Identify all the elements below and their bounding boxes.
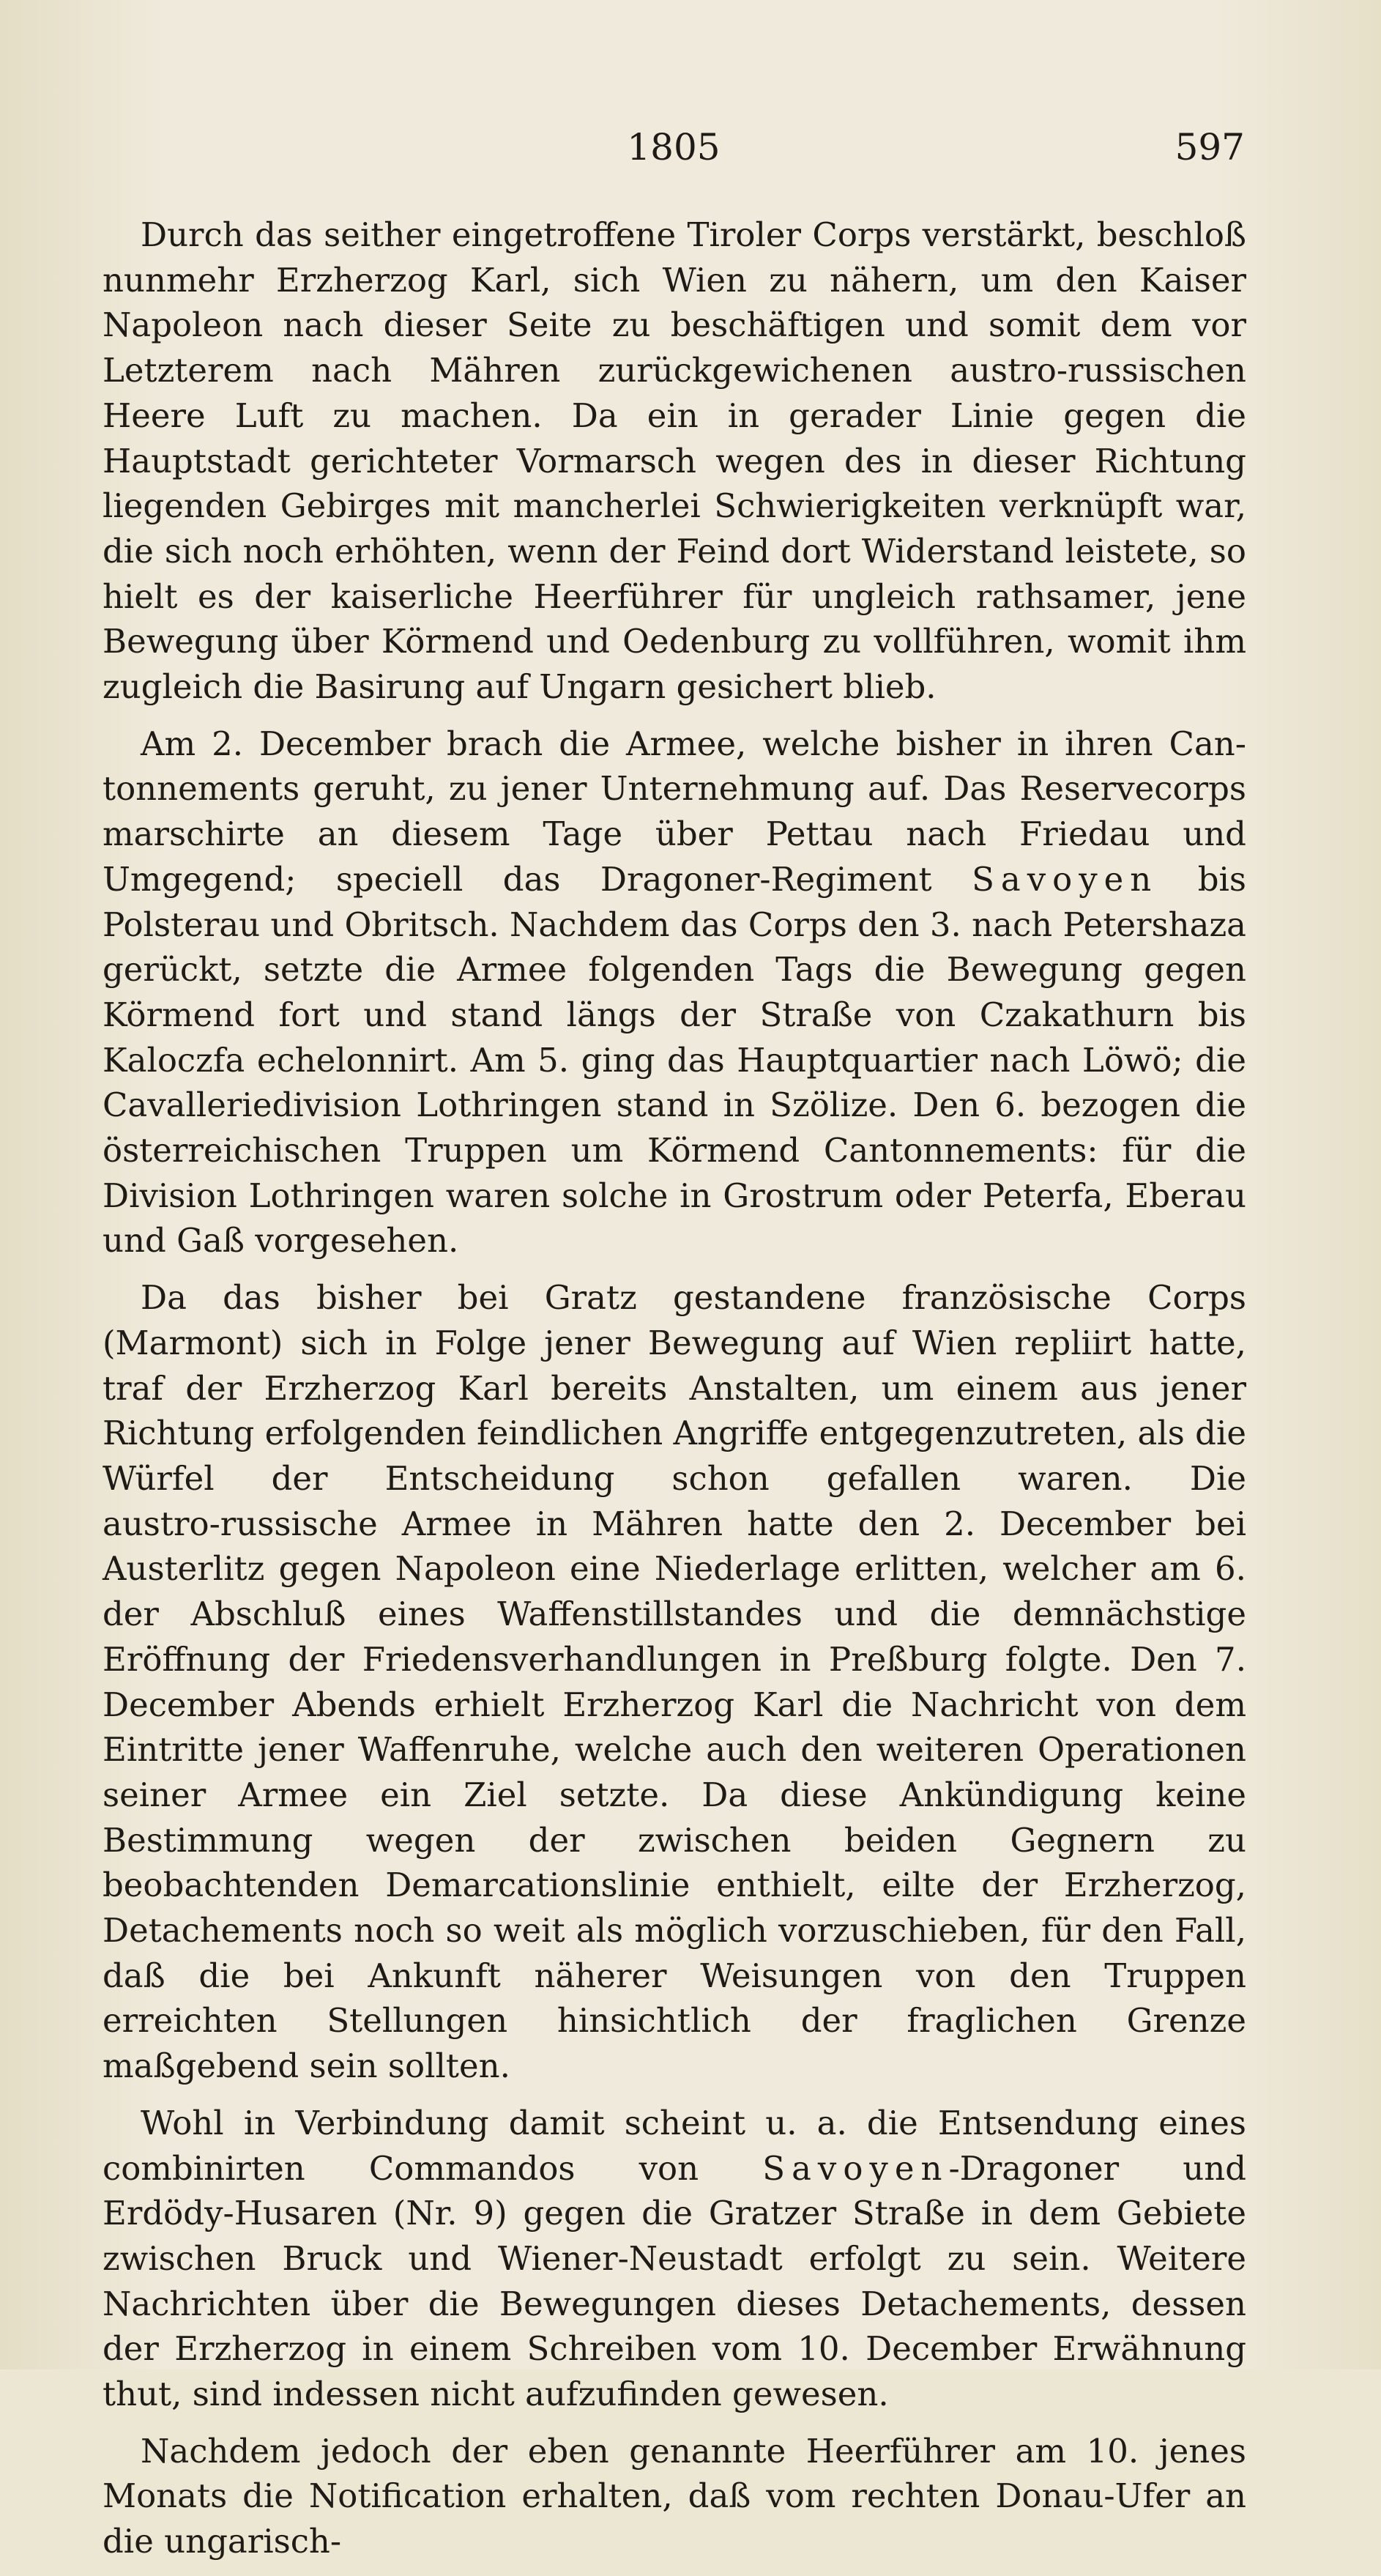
regiment-name-emphasis: Savoyen (762, 2148, 949, 2188)
running-head-year: 1805 (627, 126, 721, 168)
paragraph-2-text-a: Am 2. December brach die Armee, welche bisher in ihren Cantonnements geruht, zu jener Unternehmung auf. Das Reservecorps marschirte an diesem Tage über Pettau nach Friedau und Umgegend; speciell das Dragoner‑Regiment (103, 724, 1246, 899)
page-header (103, 126, 1245, 177)
regiment-name-emphasis: Savoyen (972, 859, 1158, 899)
paragraph-4-text-b: ‑Dragoner und Erdödy‑Husaren (Nr. 9) gegen die Gratzer Straße in dem Gebiete zwischen Bruck und Wiener‑Neustadt erfolgt zu sein. Weitere Nachrichten über die Bewegungen dieses Detachements, dessen der Erzherzog in einem Schreiben vom 10. December Erwähnung thut, sind indessen nicht aufzufinden gewesen. (103, 2148, 1246, 2414)
body-text (103, 212, 1246, 2576)
paragraph-1-text: Durch das seither eingetroffene Tiroler Corps verstärkt, beschloß nunmehr Erzherzog Karl, sich Wien zu nähern, um den Kaiser Napoleon nach dieser Seite zu beschäftigen und somit dem vor Letzterem nach Mähren zurückgewichenen austro‑russischen Heere Luft zu machen. Da ein in gerader Linie gegen die Hauptstadt gerichteter Vormarsch wegen des in dieser Richtung liegenden Gebirges mit mancherlei Schwierigkeiten verknüpft war, die sich noch erhöhten, wenn der Feind dort Widerstand leistete, so hielt es der kaiserliche Heerführer für ungleich rathsamer, jene Bewegung über Körmend und Oedenburg zu vollführen, womit ihm zugleich die Basirung auf Ungarn gesichert blieb. (103, 215, 1246, 707)
paragraph-3 (103, 1275, 1246, 2089)
paragraph-3-text: Da das bisher bei Gratz gestandene französische Corps (Marmont) sich in Folge jener Bewegung auf Wien repliirt hatte, traf der Erzherzog Karl bereits Anstalten, um einem aus jener Richtung erfolgenden feindlichen Angriffe entgegenzutreten, als die Würfel der Entscheidung schon gefallen waren. Die austro‑russische Armee in Mähren hatte den 2. December bei Austerlitz gegen Napoleon eine Niederlage erlitten, welcher am 6. der Abschluß eines Waffenstillstandes und die demnächstige Eröffnung der Friedensverhandlungen in Preßburg folgte. Den 7. December Abends erhielt Erzherzog Karl die Nachricht von dem Eintritte jener Waffenruhe, welche auch den weiteren Operationen seiner Armee ein Ziel setzte. Da diese Ankündigung keine Bestimmung wegen der zwischen beiden Gegnern zu beobachtenden Demarcationslinie enthielt, eilte der Erzherzog, Detachements noch so weit als möglich vorzuschieben, für den Fall, daß die bei Ankunft näherer Weisungen von den Truppen erreichten Stellungen hinsichtlich der fraglichen Grenze maßgebend sein sollten. (103, 1278, 1246, 2086)
paragraph-2 (103, 721, 1246, 1263)
paragraph-5-text: Nachdem jedoch der eben genannte Heerführer am 10. jenes Monats die Notification erhalten, daß vom rechten Donau‑Ufer an die ungarisch‑ (103, 2431, 1246, 2561)
page-number: 597 (1175, 126, 1245, 168)
paragraph-4-text-a: Wohl in Verbindung damit scheint u. a. die Entsendung eines combinirten Commandos von (103, 2103, 1246, 2188)
paragraph-2-text-b: bis Polsterau und Obritsch. Nachdem das Corps den 3. nach Petershaza gerückt, setzte die Armee folgenden Tags die Bewegung gegen Körmend fort und stand längs der Straße von Czakathurn bis Kaloczfa echelonnirt. Am 5. ging das Hauptquartier nach Löwö; die Cavalleriedivision Lothringen stand in Szölize. Den 6. bezogen die österreichischen Truppen um Körmend Cantonnements: für die Division Lothringen waren solche in Grostrum oder Peterfa, Eberau und Gaß vorgesehen. (103, 859, 1246, 1261)
paragraph-5 (103, 2429, 1246, 2564)
paragraph-1 (103, 212, 1246, 710)
